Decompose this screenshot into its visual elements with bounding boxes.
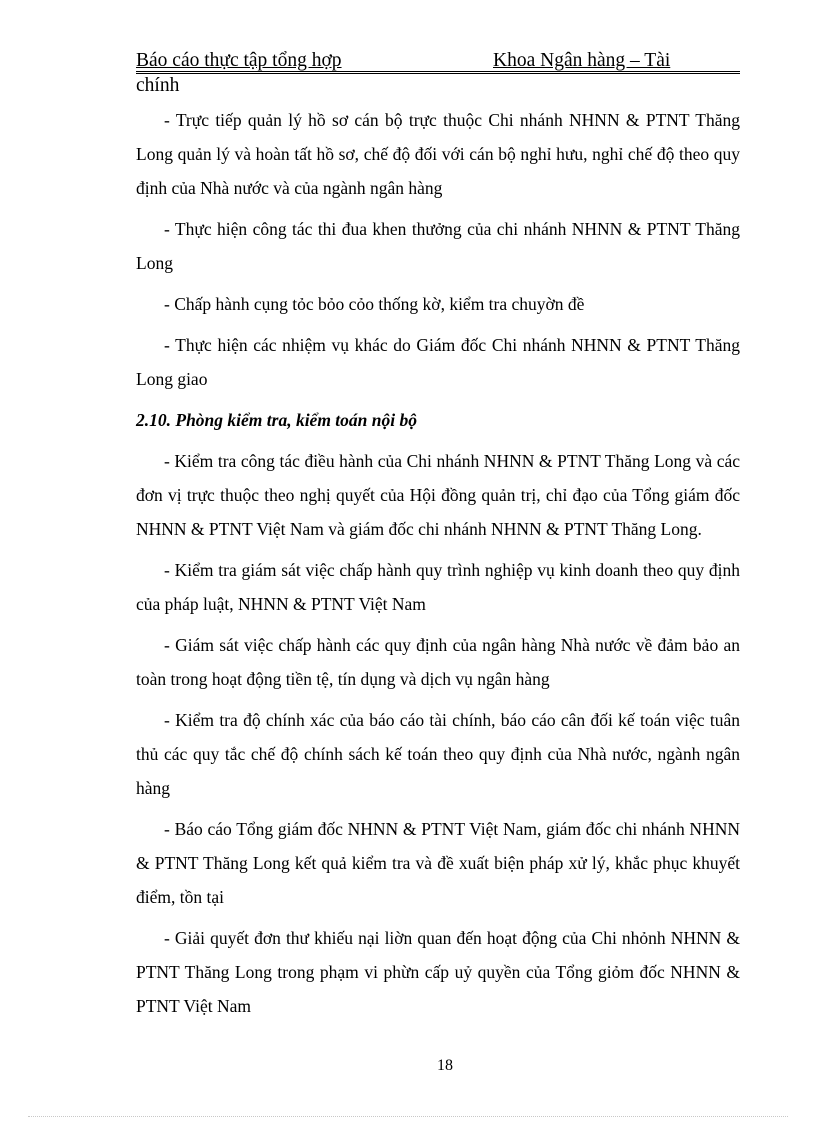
body-text: [136, 103, 740, 1030]
paragraph: - Giải quyết đơn thư khiếu nại liờn quan đến hoạt động của Chi nhỏnh NHNN & PTNT Thăng Long trong phạm vi phừn cấp uỷ quyền của Tổng giỏm đốc NHNN & PTNT Việt Nam: [136, 928, 740, 1016]
header-continuation: chính: [136, 75, 180, 96]
paragraph: - Thực hiện công tác thi đua khen thưởng của chi nhánh NHNN & PTNT Thăng Long: [136, 219, 740, 273]
running-header: [136, 50, 740, 72]
header-rule-second: [136, 73, 740, 74]
paragraph: - Trực tiếp quản lý hồ sơ cán bộ trực thuộc Chi nhánh NHNN & PTNT Thăng Long quản lý và hoàn tất hồ sơ, chế độ đối với cán bộ nghỉ hưu, nghỉ chế độ theo quy định của Nhà nước và của ngành ngân hàng: [136, 110, 740, 198]
paragraph: - Giám sát việc chấp hành các quy định của ngân hàng Nhà nước về đảm bảo an toàn trong hoạt động tiền tệ, tín dụng và dịch vụ ngân hàng: [136, 635, 740, 689]
paragraph: - Kiểm tra giám sát việc chấp hành quy trình nghiệp vụ kinh doanh theo quy định của pháp luật, NHNN & PTNT Việt Nam: [136, 560, 740, 614]
header-faculty: Khoa Ngân hàng – Tài: [493, 50, 671, 71]
page-number: 18: [437, 1057, 453, 1074]
page-bottom-border: [28, 1116, 788, 1117]
paragraph: - Kiểm tra công tác điều hành của Chi nhánh NHNN & PTNT Thăng Long và các đơn vị trực thuộc theo nghị quyết của Hội đồng quản trị, chỉ đạo của Tổng giám đốc NHNN & PTNT Việt Nam và giám đốc chi nhánh NHNN & PTNT Thăng Long.: [136, 451, 740, 539]
section-heading: 2.10. Phòng kiểm tra, kiểm toán nội bộ: [136, 410, 417, 430]
paragraph: - Báo cáo Tổng giám đốc NHNN & PTNT Việt Nam, giám đốc chi nhánh NHNN & PTNT Thăng Long kết quả kiểm tra và đề xuất biện pháp xử lý, khắc phục khuyết điểm, tồn tại: [136, 819, 740, 907]
paragraph: - Kiểm tra độ chính xác của báo cáo tài chính, báo cáo cân đối kế toán việc tuân thủ các quy tắc chế độ chính sách kế toán theo quy định của Nhà nước, ngành ngân hàng: [136, 710, 740, 798]
header-report-title: Báo cáo thực tập tổng hợp: [136, 50, 342, 71]
paragraph: - Chấp hành cụng tỏc bỏo cỏo thống kờ, kiểm tra chuyờn đề: [164, 294, 585, 314]
header-rule: [136, 71, 740, 72]
paragraph: - Thực hiện các nhiệm vụ khác do Giám đốc Chi nhánh NHNN & PTNT Thăng Long giao: [136, 335, 740, 389]
